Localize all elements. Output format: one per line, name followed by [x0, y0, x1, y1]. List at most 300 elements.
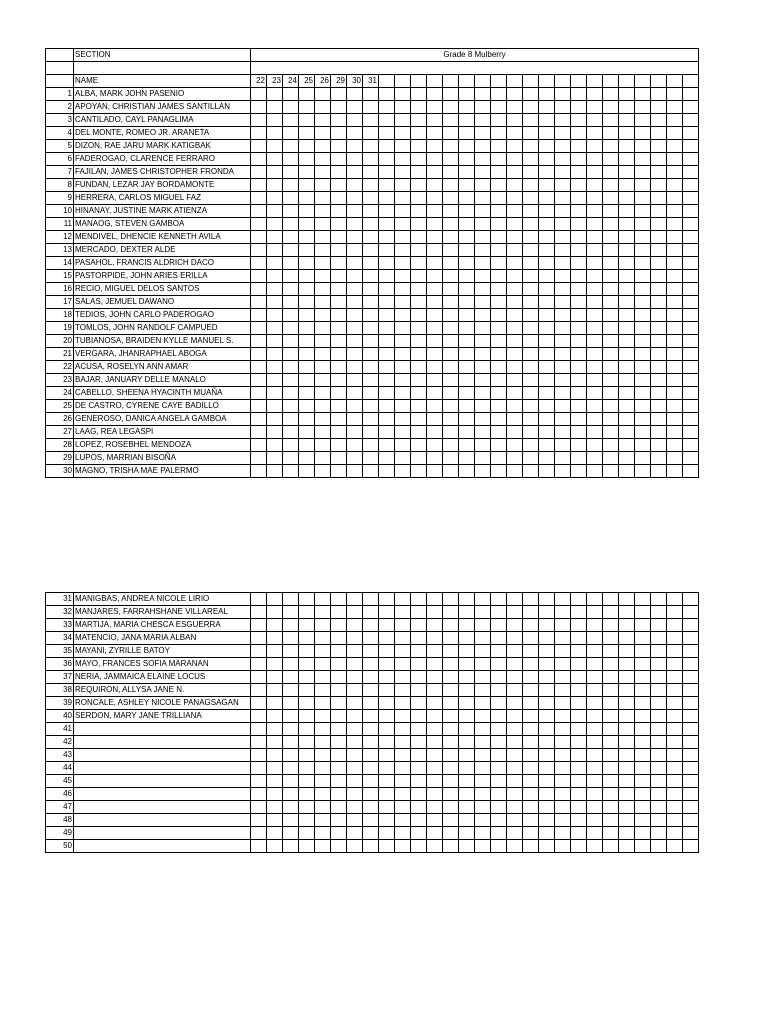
attendance-cell [539, 801, 555, 814]
attendance-cell [395, 348, 411, 361]
attendance-cell [395, 426, 411, 439]
attendance-cell [507, 439, 523, 452]
student-name: RECIO, MIGUEL DELOS SANTOS [74, 283, 251, 296]
attendance-cell [523, 270, 539, 283]
attendance-cell [507, 309, 523, 322]
attendance-cell [347, 684, 363, 697]
attendance-cell [395, 205, 411, 218]
student-number: 45 [46, 775, 74, 788]
student-number: 50 [46, 840, 74, 853]
student-number: 24 [46, 387, 74, 400]
attendance-cell [555, 361, 571, 374]
attendance-cell [411, 283, 427, 296]
attendance-cell [411, 114, 427, 127]
attendance-cell [619, 710, 635, 723]
attendance-cell [475, 166, 491, 179]
attendance-cell [379, 710, 395, 723]
attendance-cell [475, 374, 491, 387]
attendance-cell [523, 400, 539, 413]
attendance-cell [395, 723, 411, 736]
attendance-cell [667, 374, 683, 387]
attendance-cell [635, 762, 651, 775]
attendance-cell [347, 296, 363, 309]
attendance-cell [475, 814, 491, 827]
attendance-cell [651, 205, 667, 218]
attendance-cell [619, 231, 635, 244]
blank-cell [74, 62, 251, 75]
attendance-cell [651, 775, 667, 788]
attendance-cell [251, 322, 267, 335]
attendance-cell [443, 658, 459, 671]
student-row [46, 593, 699, 606]
attendance-cell [555, 192, 571, 205]
attendance-cell [443, 606, 459, 619]
attendance-cell [651, 335, 667, 348]
attendance-cell [491, 387, 507, 400]
attendance-cell [267, 309, 283, 322]
attendance-cell [411, 374, 427, 387]
student-name [74, 827, 251, 840]
attendance-cell [251, 400, 267, 413]
date-header-empty [411, 75, 427, 88]
attendance-cell [411, 348, 427, 361]
attendance-cell [635, 374, 651, 387]
attendance-cell [571, 140, 587, 153]
attendance-cell [379, 374, 395, 387]
student-row [46, 413, 699, 426]
attendance-cell [683, 710, 699, 723]
attendance-cell [619, 114, 635, 127]
student-row [46, 296, 699, 309]
attendance-cell [651, 788, 667, 801]
attendance-cell [395, 257, 411, 270]
student-number: 48 [46, 814, 74, 827]
attendance-cell [475, 400, 491, 413]
attendance-cell [379, 827, 395, 840]
attendance-cell [539, 283, 555, 296]
attendance-cell [299, 413, 315, 426]
attendance-cell [603, 658, 619, 671]
attendance-cell [571, 801, 587, 814]
attendance-cell [379, 127, 395, 140]
attendance-cell [651, 127, 667, 140]
attendance-cell [427, 270, 443, 283]
attendance-cell [523, 361, 539, 374]
attendance-cell [283, 658, 299, 671]
header-row [46, 75, 699, 88]
attendance-cell [571, 671, 587, 684]
attendance-cell [651, 296, 667, 309]
attendance-cell [411, 671, 427, 684]
attendance-cell [587, 736, 603, 749]
attendance-cell [571, 322, 587, 335]
attendance-cell [539, 606, 555, 619]
attendance-cell [539, 736, 555, 749]
attendance-cell [459, 426, 475, 439]
student-number: 37 [46, 671, 74, 684]
attendance-cell [603, 645, 619, 658]
attendance-cell [299, 218, 315, 231]
student-row [46, 335, 699, 348]
attendance-cell [299, 88, 315, 101]
date-header-empty [395, 75, 411, 88]
student-number: 36 [46, 658, 74, 671]
attendance-cell [443, 283, 459, 296]
date-header: 23 [267, 75, 283, 88]
attendance-cell [395, 361, 411, 374]
attendance-cell [523, 710, 539, 723]
attendance-cell [651, 361, 667, 374]
date-header-empty [379, 75, 395, 88]
attendance-cell [331, 400, 347, 413]
attendance-cell [395, 801, 411, 814]
attendance-cell [315, 465, 331, 478]
attendance-cell [347, 348, 363, 361]
attendance-cell [667, 736, 683, 749]
attendance-cell [683, 101, 699, 114]
attendance-cell [331, 658, 347, 671]
attendance-cell [571, 413, 587, 426]
spacer-row [46, 62, 699, 75]
attendance-cell [571, 658, 587, 671]
attendance-cell [299, 840, 315, 853]
attendance-cell [603, 684, 619, 697]
attendance-cell [539, 322, 555, 335]
student-row [46, 140, 699, 153]
section-label: SECTION [74, 49, 251, 62]
attendance-cell [443, 684, 459, 697]
attendance-cell [283, 153, 299, 166]
attendance-cell [491, 697, 507, 710]
attendance-cell [395, 127, 411, 140]
attendance-cell [539, 101, 555, 114]
attendance-cell [507, 413, 523, 426]
attendance-cell [635, 658, 651, 671]
attendance-cell [667, 671, 683, 684]
attendance-cell [363, 257, 379, 270]
attendance-cell [587, 840, 603, 853]
attendance-cell [475, 140, 491, 153]
attendance-cell [603, 387, 619, 400]
attendance-cell [315, 101, 331, 114]
attendance-cell [267, 801, 283, 814]
attendance-cell [267, 413, 283, 426]
attendance-cell [683, 361, 699, 374]
attendance-cell [587, 348, 603, 361]
attendance-cell [555, 801, 571, 814]
attendance-cell [571, 127, 587, 140]
attendance-cell [635, 179, 651, 192]
attendance-cell [315, 775, 331, 788]
attendance-cell [587, 140, 603, 153]
attendance-cell [459, 697, 475, 710]
attendance-cell [651, 88, 667, 101]
attendance-cell [379, 426, 395, 439]
attendance-cell [491, 801, 507, 814]
attendance-cell [523, 153, 539, 166]
attendance-cell [491, 270, 507, 283]
student-number: 2 [46, 101, 74, 114]
student-name: REQUIRON, ALLYSA JANE N. [74, 684, 251, 697]
attendance-cell [571, 465, 587, 478]
attendance-cell [619, 153, 635, 166]
attendance-cell [267, 257, 283, 270]
student-row [46, 775, 699, 788]
section-row [46, 49, 699, 62]
student-name: MANJARES, FARRAHSHANE VILLAREAL [74, 606, 251, 619]
attendance-cell [443, 361, 459, 374]
attendance-cell [379, 619, 395, 632]
attendance-cell [523, 244, 539, 257]
attendance-cell [459, 762, 475, 775]
attendance-cell [347, 114, 363, 127]
attendance-cell [619, 296, 635, 309]
attendance-cell [491, 814, 507, 827]
attendance-cell [331, 114, 347, 127]
attendance-cell [299, 606, 315, 619]
attendance-cell [267, 593, 283, 606]
attendance-cell [619, 179, 635, 192]
student-row [46, 127, 699, 140]
attendance-cell [411, 452, 427, 465]
attendance-cell [443, 179, 459, 192]
attendance-cell [619, 257, 635, 270]
attendance-cell [347, 593, 363, 606]
attendance-cell [683, 645, 699, 658]
attendance-cell [651, 153, 667, 166]
attendance-cell [587, 775, 603, 788]
attendance-cell [491, 166, 507, 179]
attendance-cell [267, 270, 283, 283]
attendance-cell [587, 671, 603, 684]
attendance-cell [603, 827, 619, 840]
attendance-cell [315, 257, 331, 270]
attendance-cell [411, 413, 427, 426]
student-name: ACUSA, ROSELYN ANN AMAR [74, 361, 251, 374]
attendance-cell [427, 671, 443, 684]
student-row [46, 88, 699, 101]
attendance-cell [491, 218, 507, 231]
attendance-cell [523, 749, 539, 762]
attendance-cell [411, 88, 427, 101]
attendance-cell [667, 179, 683, 192]
attendance-cell [555, 322, 571, 335]
attendance-cell [683, 348, 699, 361]
attendance-cell [491, 374, 507, 387]
student-name: MERCADO, DEXTER ALDE [74, 244, 251, 257]
attendance-cell [331, 88, 347, 101]
attendance-cell [331, 413, 347, 426]
attendance-cell [395, 775, 411, 788]
attendance-cell [507, 645, 523, 658]
attendance-cell [379, 218, 395, 231]
attendance-cell [267, 322, 283, 335]
attendance-cell [507, 723, 523, 736]
attendance-cell [651, 257, 667, 270]
attendance-cell [683, 465, 699, 478]
name-column-header: NAME [74, 75, 251, 88]
attendance-cell [347, 671, 363, 684]
student-row [46, 814, 699, 827]
student-name [74, 775, 251, 788]
attendance-cell [395, 166, 411, 179]
attendance-cell [587, 244, 603, 257]
student-row [46, 632, 699, 645]
student-name: GENEROSO, DANICA ANGELA GAMBOA [74, 413, 251, 426]
attendance-cell [283, 814, 299, 827]
attendance-cell [587, 153, 603, 166]
attendance-cell [363, 413, 379, 426]
attendance-cell [283, 671, 299, 684]
attendance-cell [587, 114, 603, 127]
attendance-cell [475, 413, 491, 426]
attendance-cell [363, 166, 379, 179]
attendance-cell [667, 645, 683, 658]
attendance-cell [379, 348, 395, 361]
attendance-cell [299, 801, 315, 814]
attendance-cell [315, 283, 331, 296]
attendance-cell [443, 309, 459, 322]
attendance-cell [635, 814, 651, 827]
attendance-cell [267, 348, 283, 361]
attendance-cell [267, 749, 283, 762]
attendance-cell [379, 88, 395, 101]
attendance-cell [331, 775, 347, 788]
attendance-cell [587, 283, 603, 296]
attendance-cell [267, 361, 283, 374]
attendance-cell [475, 257, 491, 270]
attendance-cell [587, 632, 603, 645]
attendance-cell [507, 697, 523, 710]
attendance-cell [315, 231, 331, 244]
attendance-cell [683, 606, 699, 619]
attendance-cell [683, 723, 699, 736]
attendance-cell [283, 801, 299, 814]
attendance-cell [347, 710, 363, 723]
attendance-cell [571, 827, 587, 840]
attendance-cell [523, 166, 539, 179]
attendance-cell [363, 684, 379, 697]
attendance-cell [539, 400, 555, 413]
attendance-cell [539, 426, 555, 439]
attendance-cell [427, 723, 443, 736]
date-header: 29 [331, 75, 347, 88]
attendance-cell [491, 179, 507, 192]
attendance-cell [603, 788, 619, 801]
attendance-cell [507, 348, 523, 361]
attendance-cell [475, 671, 491, 684]
attendance-cell [555, 593, 571, 606]
attendance-cell [539, 645, 555, 658]
attendance-cell [379, 762, 395, 775]
student-number: 39 [46, 697, 74, 710]
attendance-cell [571, 723, 587, 736]
attendance-cell [683, 814, 699, 827]
attendance-cell [443, 801, 459, 814]
attendance-cell [475, 153, 491, 166]
attendance-cell [427, 179, 443, 192]
attendance-cell [523, 593, 539, 606]
student-name: MAYANI, ZYRILLE BATOY [74, 645, 251, 658]
attendance-cell [443, 762, 459, 775]
attendance-cell [523, 309, 539, 322]
attendance-cell [555, 387, 571, 400]
attendance-cell [651, 283, 667, 296]
attendance-cell [571, 697, 587, 710]
attendance-cell [283, 710, 299, 723]
attendance-cell [363, 723, 379, 736]
attendance-cell [411, 788, 427, 801]
attendance-cell [395, 270, 411, 283]
attendance-cell [667, 387, 683, 400]
attendance-cell [267, 140, 283, 153]
attendance-cell [395, 658, 411, 671]
attendance-cell [459, 452, 475, 465]
attendance-cell [251, 439, 267, 452]
attendance-cell [411, 645, 427, 658]
attendance-cell [251, 101, 267, 114]
attendance-cell [539, 335, 555, 348]
attendance-cell [395, 827, 411, 840]
attendance-cell [619, 166, 635, 179]
attendance-cell [427, 710, 443, 723]
attendance-cell [379, 192, 395, 205]
attendance-cell [299, 374, 315, 387]
attendance-cell [539, 632, 555, 645]
attendance-cell [299, 671, 315, 684]
student-row [46, 153, 699, 166]
attendance-cell [379, 465, 395, 478]
attendance-cell [667, 593, 683, 606]
student-row [46, 426, 699, 439]
student-name: SALAS, JEMUEL DAWANO [74, 296, 251, 309]
attendance-cell [315, 645, 331, 658]
attendance-cell [619, 801, 635, 814]
attendance-cell [555, 658, 571, 671]
attendance-cell [603, 205, 619, 218]
attendance-cell [603, 309, 619, 322]
attendance-cell [395, 814, 411, 827]
attendance-cell [587, 387, 603, 400]
attendance-cell [299, 101, 315, 114]
attendance-cell [539, 827, 555, 840]
attendance-cell [427, 387, 443, 400]
attendance-cell [619, 827, 635, 840]
attendance-cell [507, 140, 523, 153]
attendance-cell [475, 296, 491, 309]
attendance-cell [283, 413, 299, 426]
attendance-cell [331, 153, 347, 166]
attendance-cell [363, 814, 379, 827]
attendance-cell [651, 723, 667, 736]
attendance-cell [491, 632, 507, 645]
student-row [46, 205, 699, 218]
attendance-cell [395, 114, 411, 127]
attendance-cell [475, 88, 491, 101]
attendance-cell [331, 361, 347, 374]
attendance-cell [331, 270, 347, 283]
attendance-cell [331, 348, 347, 361]
attendance-cell [683, 736, 699, 749]
attendance-cell [315, 671, 331, 684]
attendance-cell [427, 827, 443, 840]
attendance-cell [523, 606, 539, 619]
attendance-cell [603, 775, 619, 788]
attendance-cell [363, 322, 379, 335]
student-name [74, 749, 251, 762]
attendance-cell [475, 736, 491, 749]
attendance-cell [459, 801, 475, 814]
